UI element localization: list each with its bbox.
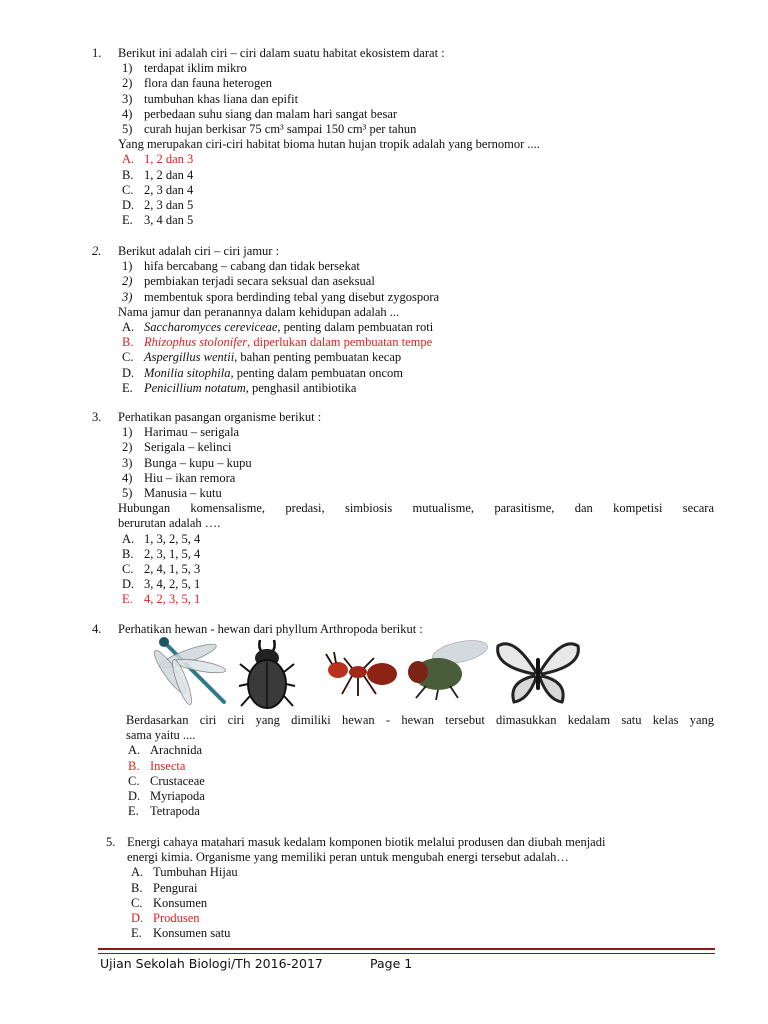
item-number: 4) (122, 106, 133, 121)
species-name-answer: Rhizophus stolonifer (144, 335, 248, 350)
item-text: Serigala – kelinci (144, 440, 232, 455)
question-3 (0, 410, 768, 607)
species-name: Saccharomyces cereviceae (144, 319, 278, 334)
question-1 (0, 46, 768, 228)
species-name: Penicillium notatum (144, 380, 246, 395)
option-letter: D. (131, 910, 144, 925)
question-2 (0, 244, 768, 396)
fly-icon (402, 636, 494, 702)
page-number: Page 1 (370, 956, 413, 971)
option-text: Crustaceae (150, 773, 205, 788)
option-letter: A. (122, 319, 135, 334)
option-text: 2, 4, 1, 5, 3 (144, 561, 201, 576)
option-letter: B. (131, 880, 143, 895)
item-number: 2) (122, 76, 133, 91)
option-text: , bahan penting pembuatan kecap (234, 350, 402, 365)
item-text: hifa bercabang – cabang dan tidak bersekat (144, 259, 360, 274)
question-4 (0, 622, 768, 637)
item-text: Harimau – serigala (144, 425, 240, 440)
option-letter: D. (128, 788, 141, 803)
item-text: flora dan fauna heterogen (144, 76, 273, 91)
item-text: terdapat iklim mikro (144, 61, 247, 76)
option-letter: D. (122, 365, 135, 380)
question-stem: Perhatikan pasangan organisme berikut : (118, 410, 322, 424)
option-letter: B. (122, 546, 134, 561)
option-text: Konsumen satu (153, 926, 231, 941)
question-stem: Perhatikan hewan - hewan dari phyllum Arthropoda berikut : (118, 622, 423, 636)
question-number: 5. (106, 835, 116, 849)
option-letter: C. (122, 182, 134, 197)
option-letter: B. (122, 335, 134, 350)
question-stem: Berikut ini adalah ciri – ciri dalam suatu habitat ekosistem darat : (118, 46, 445, 60)
question-text: Nama jamur dan peranannya dalam kehidupan adalah ... (118, 304, 400, 319)
species-name: Aspergillus wentii (144, 350, 235, 365)
option-text-answer: 4, 2, 3, 5, 1 (144, 592, 201, 607)
option-text-answer: , diperlukan dalam pembuatan tempe (247, 335, 433, 350)
item-number: 2) (122, 440, 133, 455)
option-text: 2, 3 dan 5 (144, 197, 194, 212)
ant-icon (322, 636, 402, 702)
option-letter: D. (122, 577, 135, 592)
option-text: , penting dalam pembuatan oncom (230, 365, 403, 380)
item-number: 4) (122, 470, 133, 485)
item-text: curah hujan berkisar 75 cm³ sampai 150 cm³ per tahun (144, 121, 417, 136)
option-text: 1, 3, 2, 5, 4 (144, 531, 201, 546)
footer-rule (98, 948, 715, 950)
option-text: 3, 4 dan 5 (144, 213, 194, 228)
option-text: Myriapoda (150, 788, 205, 803)
option-text: , penghasil antibiotika (245, 380, 357, 395)
item-text: Manusia – kutu (144, 485, 222, 500)
option-letter: A. (128, 743, 141, 758)
option-text-answer: Produsen (153, 910, 200, 925)
item-number: 1) (122, 61, 133, 76)
question-text: Yang merupakan ciri-ciri habitat bioma hutan hujan tropik adalah yang bernomor .... (118, 137, 540, 152)
option-text: 1, 2 dan 4 (144, 167, 194, 182)
question-text-cont: sama yaitu .... (126, 728, 196, 743)
item-text: Hiu – ikan remora (144, 470, 236, 485)
option-letter: C. (128, 773, 140, 788)
option-text: Arachnida (150, 743, 203, 758)
item-number: 1) (122, 425, 133, 440)
item-number: 1) (122, 259, 133, 274)
question-text: Berdasarkan ciri ciri yang dimiliki hewan - hewan tersebut dimasukkan kedalam satu kelas yang (126, 713, 714, 727)
option-letter: C. (122, 561, 134, 576)
option-letter: D. (122, 197, 135, 212)
item-text: tumbuhan khas liana dan epifit (144, 91, 299, 106)
question-number: 1. (92, 46, 102, 60)
item-number: 2) (122, 274, 133, 289)
beetle-icon (238, 636, 296, 712)
question-text: Hubungan komensalisme, predasi, simbiosis mutualisme, parasitisme, dan kompetisi secara (118, 501, 714, 516)
option-letter: E. (122, 592, 133, 607)
question-number: 4. (92, 622, 102, 636)
question-stem: Energi cahaya matahari masuk kedalam komponen biotik melalui produsen dan diubah menjadi (127, 835, 606, 849)
item-number: 5) (122, 485, 133, 500)
question-5 (0, 835, 768, 941)
footer-rule-thin (98, 953, 715, 954)
question-number: 2. (92, 244, 102, 258)
option-letter: C. (131, 895, 143, 910)
item-number: 3) (122, 455, 133, 470)
option-text: Tetrapoda (150, 804, 200, 819)
item-number: 3) (122, 91, 133, 106)
question-stem: Berikut adalah ciri – ciri jamur : (118, 244, 280, 258)
option-text-answer: Insecta (150, 758, 186, 773)
option-text: Tumbuhan Hijau (153, 865, 238, 880)
option-letter: E. (131, 926, 142, 941)
option-letter: A. (131, 865, 144, 880)
item-text: pembiakan terjadi secara seksual dan aseksual (144, 274, 375, 289)
item-number: 3) (122, 289, 133, 304)
option-letter: E. (128, 804, 139, 819)
footer-title: Ujian Sekolah Biologi/Th 2016-2017 (100, 956, 323, 971)
butterfly-icon (494, 636, 582, 708)
option-text-answer: 1, 2 dan 3 (144, 152, 194, 167)
option-letter: E. (122, 213, 133, 228)
option-text: 2, 3, 1, 5, 4 (144, 546, 201, 561)
question-4-body (0, 713, 768, 819)
option-letter: E. (122, 380, 133, 395)
option-text: Konsumen (153, 895, 208, 910)
question-stem-cont: energi kimia. Organisme yang memiliki peran untuk mengubah energi tersebut adalah… (127, 850, 569, 865)
species-name: Monilia sitophila (144, 365, 231, 380)
option-letter: B. (122, 167, 134, 182)
question-number: 3. (92, 410, 102, 424)
question-text-cont: berurutan adalah …. (118, 516, 221, 531)
option-text: 3, 4, 2, 5, 1 (144, 577, 201, 592)
option-text: 2, 3 dan 4 (144, 182, 194, 197)
option-text: , penting dalam pembuatan roti (277, 319, 434, 334)
option-letter: B. (128, 758, 140, 773)
option-letter: A. (122, 152, 135, 167)
item-text: membentuk spora berdinding tebal yang disebut zygospora (144, 289, 440, 304)
arthropoda-images (0, 636, 768, 708)
option-letter: C. (122, 350, 134, 365)
option-letter: A. (122, 531, 135, 546)
option-text: Pengurai (153, 880, 198, 895)
item-number: 5) (122, 121, 133, 136)
item-text: Bunga – kupu – kupu (144, 455, 252, 470)
item-text: perbedaan suhu siang dan malam hari sangat besar (144, 106, 398, 121)
dragonfly-icon (148, 636, 236, 708)
